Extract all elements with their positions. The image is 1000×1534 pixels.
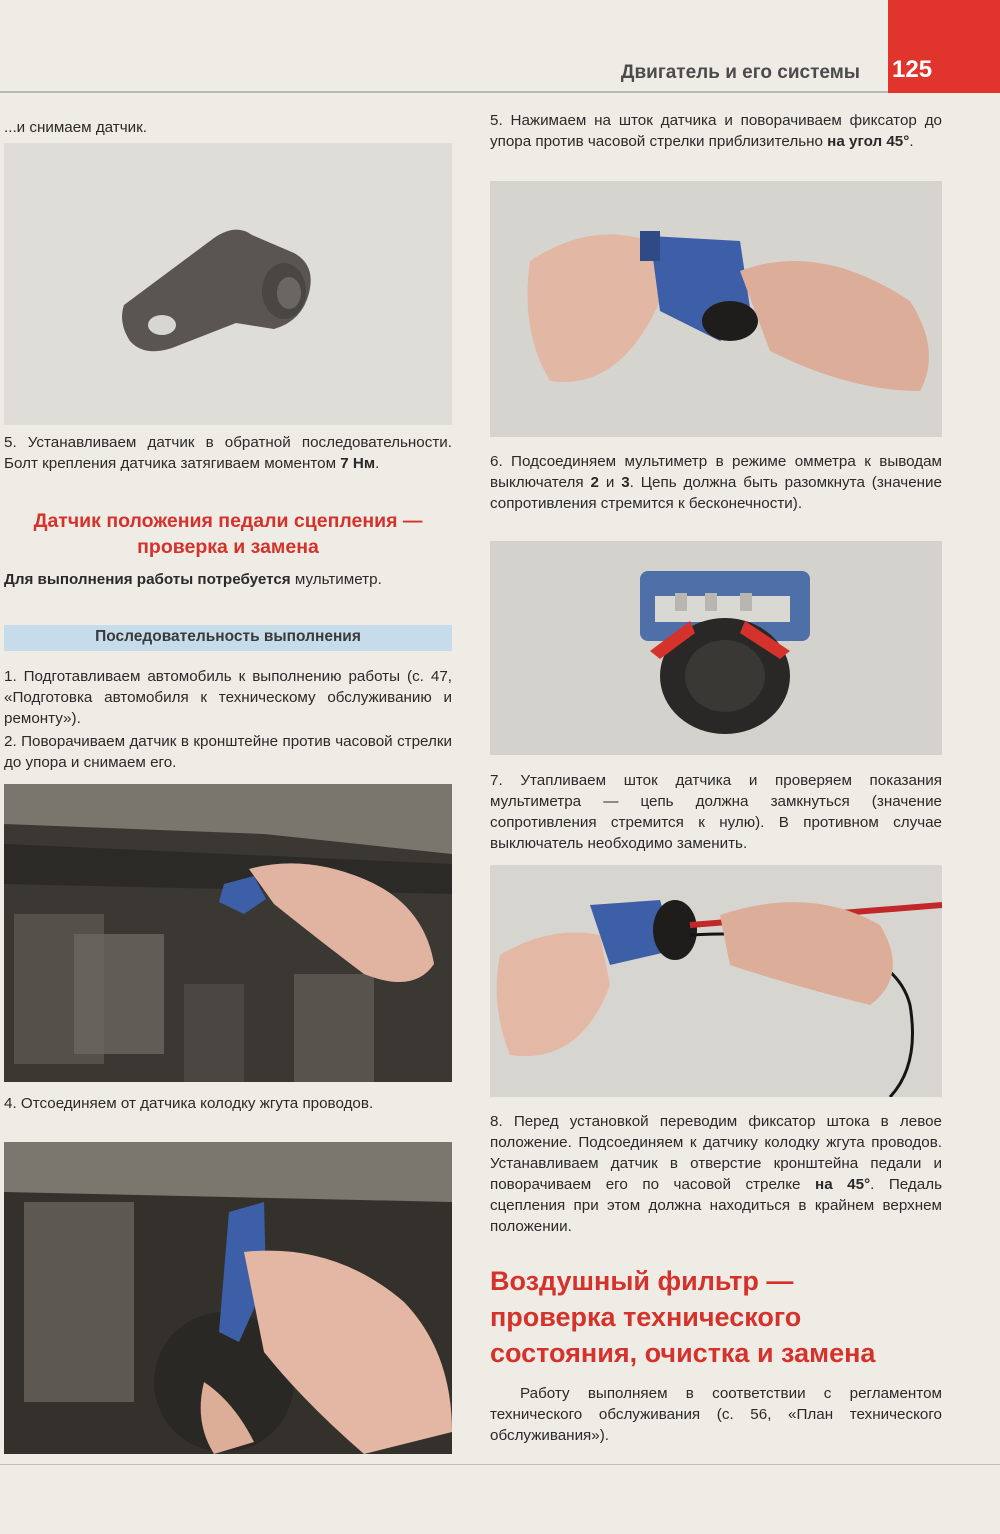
header-rule — [0, 91, 888, 93]
sequence-label: Последовательность выполнения — [95, 628, 361, 645]
step5a-body: 5. Нажимаем на шток датчика и поворачиваем фиксатор до упора против часовой стрелки приблизительно — [490, 112, 942, 150]
photo-removed-sensor — [4, 143, 452, 425]
step6-rest: . Цепь должна быть разомкнута (значение сопротивления стремится к бесконечности). — [490, 474, 942, 512]
step5-end: . — [375, 455, 380, 472]
photo-disconnect-harness — [4, 1142, 452, 1454]
heading-air-filter-line2: проверка технического — [490, 1302, 802, 1332]
step6-terminal-2: 2 — [590, 474, 599, 491]
page-number: 125 — [892, 56, 933, 83]
heading-clutch-sensor-line1: Датчик положения педали сцепления — — [33, 510, 423, 532]
step5-torque: 7 Нм — [340, 455, 376, 472]
step1-text: 1. Подготавливаем автомобиль к выполнению работы (с. 47, «Подготовка автомобиля к техническому обслуживанию и ремонту»). — [4, 668, 452, 727]
step2-text: 2. Поворачиваем датчик в кронштейне против часовой стрелки до упора и снимаем его. — [4, 733, 452, 771]
step5a-end: . — [909, 133, 914, 150]
photo-rotate-latch — [490, 181, 942, 437]
heading-air-filter — [490, 1263, 950, 1371]
step7-text: 7. Утапливаем шток датчика и проверяем показания мультиметра — цепь должна замкнуться (значение сопротивления стремится к нулю). В противном случае выключатель необходимо заменить. — [490, 772, 942, 852]
step5-text — [4, 432, 452, 474]
caption-top: ...и снимаем датчик. — [4, 119, 148, 136]
step5-body: 5. Устанавливаем датчик в обратной последовательности. Болт крепления датчика затягиваем моментом — [4, 434, 452, 472]
step8-rest: . Педаль сцепления при этом должна находиться в крайнем верхнем положении. — [490, 1176, 942, 1235]
photo-switch-terminals — [490, 541, 942, 755]
tools-bold: Для выполнения работы потребуется — [4, 571, 291, 588]
bottom-rule — [0, 1464, 1000, 1465]
heading-air-filter-line3: состояния, очистка и замена — [490, 1338, 876, 1368]
step6-text — [490, 451, 942, 514]
heading-clutch-sensor-line2: проверка и замена — [137, 536, 319, 558]
tools-rest: мультиметр. — [290, 571, 382, 588]
step4-text: 4. Отсоединяем от датчика колодку жгута проводов. — [4, 1095, 374, 1112]
tools-required — [4, 569, 452, 590]
section-title: Двигатель и его системы — [620, 62, 860, 83]
step8-body: 8. Перед установкой переводим фиксатор штока в левое положение. Подсоединяем к датчику колодку жгута проводов. Устанавливаем датчик в отверстие кронштейна педали и поворачиваем его по часовой стрелке — [490, 1113, 942, 1193]
photo-multimeter-test — [490, 865, 942, 1097]
heading-air-filter-line1: Воздушный фильтр — — [490, 1266, 794, 1296]
step6-body: 6. Подсоединяем мультиметр в режиме омметра к выводам выключателя — [490, 453, 942, 491]
step5a-text — [490, 110, 942, 152]
step5a-bold: на угол 45° — [827, 133, 910, 150]
step8-bold: на 45° — [815, 1176, 871, 1193]
step8-text — [490, 1111, 942, 1237]
heading-clutch-sensor — [4, 508, 452, 560]
final-text: Работу выполняем в соответствии с регламентом технического обслуживания (с. 56, «План технического обслуживания»). — [490, 1385, 942, 1444]
step6-terminal-3: 3 — [621, 474, 630, 491]
photo-sensor-in-bracket — [4, 784, 452, 1082]
step6-and: и — [598, 474, 622, 491]
